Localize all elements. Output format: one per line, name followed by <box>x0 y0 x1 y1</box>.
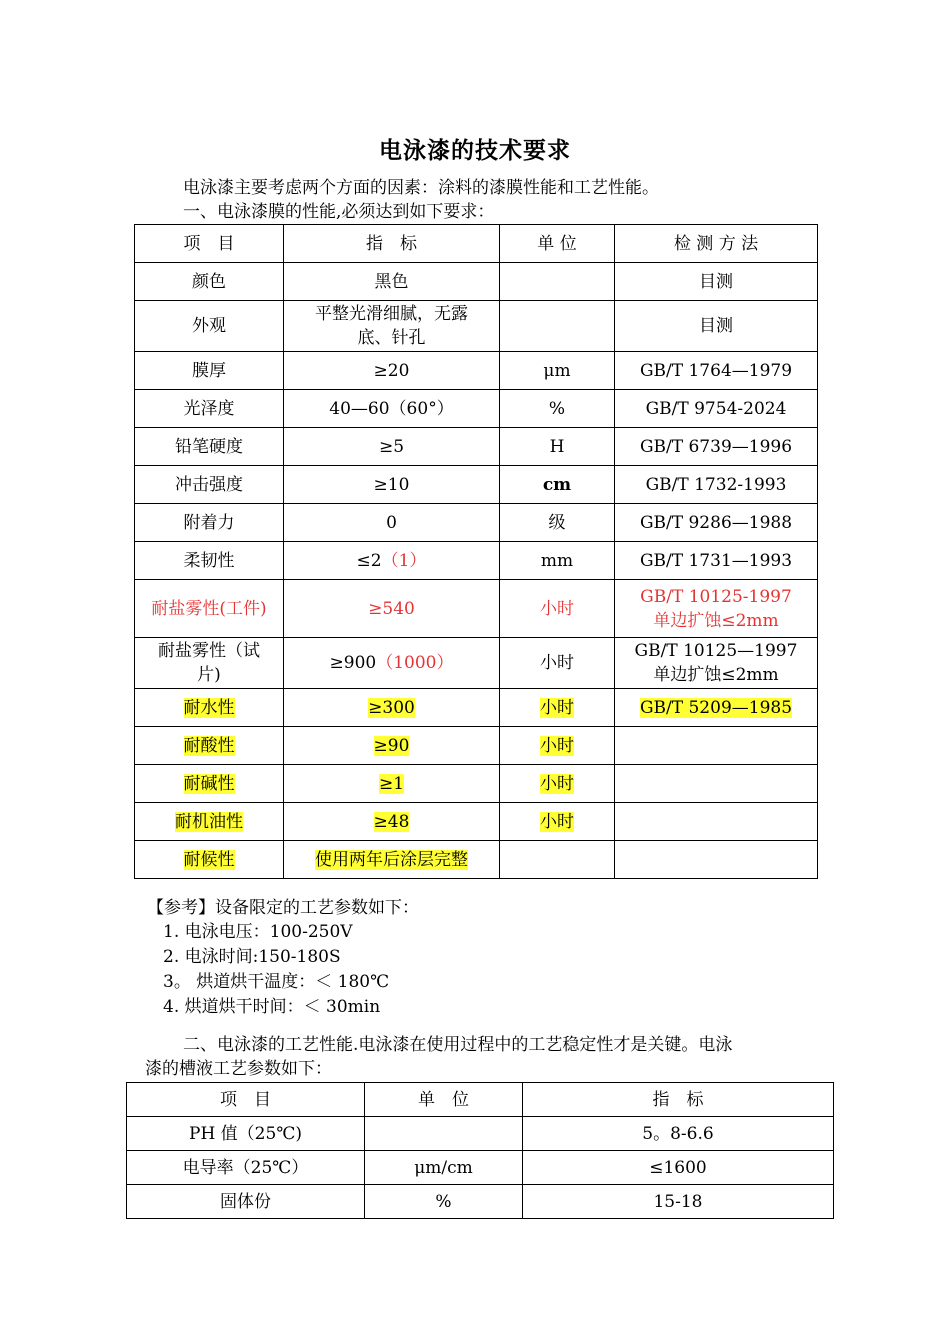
cell: 固体份 <box>127 1185 365 1219</box>
cell <box>615 841 818 879</box>
cell <box>615 638 818 689</box>
cell <box>284 689 500 727</box>
highlighted-text: 耐碱性 <box>183 773 235 794</box>
cell: ≤1600 <box>523 1151 834 1185</box>
cell: 40—60（60°） <box>284 390 500 428</box>
cell: 附着力 <box>135 504 284 542</box>
cell <box>135 803 284 841</box>
cell-line: GB/T 10125—1997 <box>634 641 798 661</box>
highlighted-text: 耐水性 <box>183 697 235 718</box>
cell: 膜厚 <box>135 352 284 390</box>
cell: 小时 <box>500 580 615 638</box>
reference-item-4: 4. 烘道烘干时间：＜ 30min <box>163 997 381 1017</box>
highlighted-text: 耐候性 <box>183 849 235 870</box>
cell: ≥540 <box>284 580 500 638</box>
cell <box>500 301 615 352</box>
reference-item-1: 1. 电泳电压：100-250V <box>163 922 353 942</box>
cell <box>500 263 615 301</box>
cell: 铅笔硬度 <box>135 428 284 466</box>
cell-line: GB/T 10125-1997 <box>640 586 792 607</box>
highlighted-text: GB/T 5209—1985 <box>639 697 793 718</box>
cell <box>500 727 615 765</box>
cell: 柔韧性 <box>135 542 284 580</box>
cell <box>615 580 818 638</box>
cell: 外观 <box>135 301 284 352</box>
cell <box>615 727 818 765</box>
table-row <box>135 390 818 428</box>
header-item: 项 目 <box>135 225 284 263</box>
cell: 目测 <box>615 301 818 352</box>
cell: 5。8-6.6 <box>523 1117 834 1151</box>
table-row <box>127 1185 834 1219</box>
cell: 目测 <box>615 263 818 301</box>
header-method: 检 测 方 法 <box>615 225 818 263</box>
cell <box>135 689 284 727</box>
cell: ≥20 <box>284 352 500 390</box>
cell-line: 单边扩蚀≤2mm <box>653 610 779 631</box>
highlighted-text: 小时 <box>540 811 574 832</box>
cell <box>500 803 615 841</box>
cell: 级 <box>500 504 615 542</box>
document-title: 电泳漆的技术要求 <box>379 137 571 164</box>
cell: 冲击强度 <box>135 466 284 504</box>
cell: 电导率（25℃） <box>127 1151 365 1185</box>
table-row <box>135 542 818 580</box>
cell: 光泽度 <box>135 390 284 428</box>
cell: 0 <box>284 504 500 542</box>
table-row <box>135 580 818 638</box>
cell: GB/T 1732-1993 <box>615 466 818 504</box>
highlighted-text: 小时 <box>540 735 574 756</box>
table-row <box>135 765 818 803</box>
table-header-row <box>127 1083 834 1117</box>
cell: 15-18 <box>523 1185 834 1219</box>
highlighted-text: 耐机油性 <box>175 811 243 832</box>
cell: GB/T 1731—1993 <box>615 542 818 580</box>
table-row <box>135 638 818 689</box>
cell <box>284 765 500 803</box>
cell: PH 值（25℃) <box>127 1117 365 1151</box>
cell: 颜色 <box>135 263 284 301</box>
highlighted-text: 使用两年后涂层完整 <box>315 849 468 870</box>
cell <box>365 1117 523 1151</box>
cell <box>284 803 500 841</box>
cell: 平整光滑细腻，无露底、针孔 <box>284 301 500 352</box>
intro-paragraph: 电泳漆主要考虑两个方面的因素：涂料的漆膜性能和工艺性能。 <box>183 178 659 198</box>
cell: GB/T 9754-2024 <box>615 390 818 428</box>
cell: % <box>500 390 615 428</box>
table-row <box>135 263 818 301</box>
cell <box>500 841 615 879</box>
cell: 小时 <box>500 638 615 689</box>
cell: mm <box>500 542 615 580</box>
cell: ≥10 <box>284 466 500 504</box>
highlighted-text: ≥90 <box>373 735 410 756</box>
table-row <box>127 1117 834 1151</box>
cell: GB/T 1764—1979 <box>615 352 818 390</box>
header-spec: 指 标 <box>523 1083 834 1117</box>
highlighted-text: 耐酸性 <box>183 735 235 756</box>
highlighted-text: ≥300 <box>368 697 415 718</box>
cell: μm/cm <box>365 1151 523 1185</box>
cell <box>284 727 500 765</box>
highlighted-text: ≥1 <box>378 773 405 794</box>
cell: 耐盐雾性（试片) <box>135 638 284 689</box>
highlighted-text: 小时 <box>540 697 574 718</box>
cell <box>135 727 284 765</box>
cell: GB/T 9286—1988 <box>615 504 818 542</box>
highlighted-text: 小时 <box>540 773 574 794</box>
table-row <box>135 504 818 542</box>
header-unit: 单 位 <box>365 1083 523 1117</box>
table-row <box>135 727 818 765</box>
cell-line: 单边扩蚀≤2mm <box>653 665 779 685</box>
cell <box>615 689 818 727</box>
table-row <box>135 352 818 390</box>
table-row <box>135 689 818 727</box>
section1-heading: 一、电泳漆膜的性能,必须达到如下要求： <box>183 202 495 222</box>
cell: % <box>365 1185 523 1219</box>
cell <box>284 841 500 879</box>
cell: 黑色 <box>284 263 500 301</box>
performance-table <box>134 224 818 879</box>
table-row <box>135 466 818 504</box>
table-row <box>135 301 818 352</box>
cell: ≥5 <box>284 428 500 466</box>
cell <box>500 765 615 803</box>
cell: cm <box>500 466 615 504</box>
cell <box>500 689 615 727</box>
header-spec: 指 标 <box>284 225 500 263</box>
cell: H <box>500 428 615 466</box>
table-row <box>135 428 818 466</box>
cell: 耐盐雾性(工件) <box>135 580 284 638</box>
cell-value: ≥900 <box>329 653 377 673</box>
cell: GB/T 6739—1996 <box>615 428 818 466</box>
reference-heading: 【参考】设备限定的工艺参数如下： <box>147 898 419 918</box>
table-row <box>135 841 818 879</box>
cell-value: ≤2 <box>356 550 382 571</box>
cell <box>284 542 500 580</box>
table-row <box>127 1151 834 1185</box>
cell <box>135 841 284 879</box>
cell <box>615 803 818 841</box>
cell <box>615 765 818 803</box>
cell: μm <box>500 352 615 390</box>
header-item: 项 目 <box>127 1083 365 1117</box>
red-note: （1） <box>381 550 427 571</box>
reference-item-2: 2. 电泳时间:150-180S <box>163 947 341 967</box>
header-unit: 单 位 <box>500 225 615 263</box>
table-header-row <box>135 225 818 263</box>
table-row <box>135 803 818 841</box>
reference-item-3: 3。 烘道烘干温度：＜ 180℃ <box>163 972 390 992</box>
highlighted-text: ≥48 <box>373 811 410 832</box>
section2-paragraph-line2: 漆的槽液工艺参数如下： <box>145 1059 332 1079</box>
red-note: （1000） <box>376 653 454 673</box>
cell <box>284 638 500 689</box>
cell <box>135 765 284 803</box>
bath-parameters-table <box>126 1082 834 1219</box>
section2-paragraph-line1: 二、电泳漆的工艺性能.电泳漆在使用过程中的工艺稳定性才是关键。电泳 <box>183 1035 733 1055</box>
